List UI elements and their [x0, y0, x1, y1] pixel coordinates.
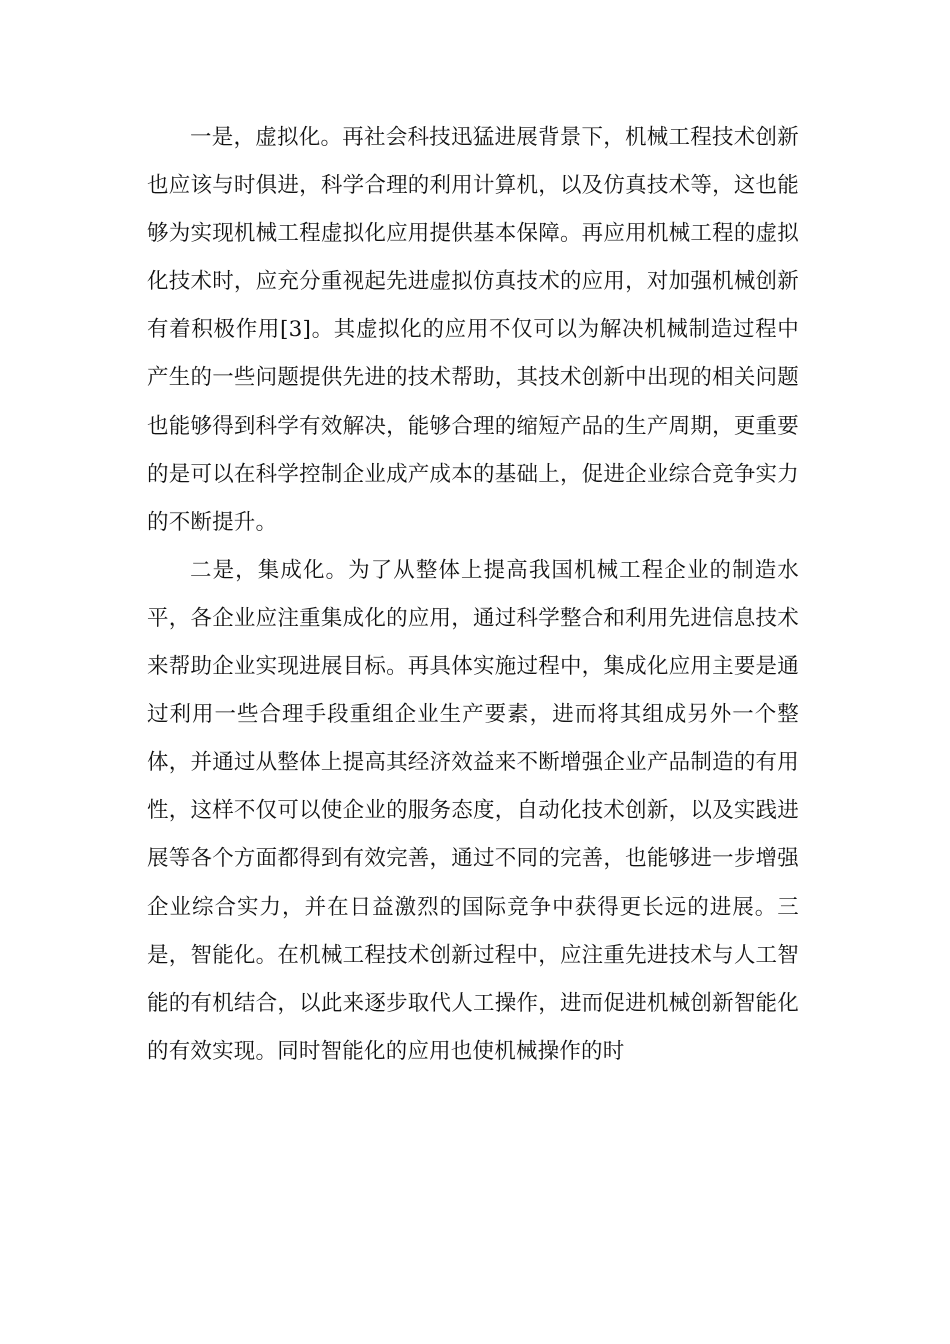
body-text	[147, 114, 799, 1076]
paragraph-integration: 二是，集成化。为了从整体上提高我国机械工程企业的制造水平，各企业应注重集成化的应用，通过科学整合和利用先进信息技术来帮助企业实现进展目标。再具体实施过程中，集成化应用主要是通过利用一些合理手段重组企业生产要素，进而将其组成另外一个整体，并通过从整体上提高其经济效益来不断增强企业产品制造的有用性，这样不仅可以使企业的服务态度，自动化技术创新，以及实践进展等各个方面都得到有效完善，通过不同的完善，也能够进一步增强企业综合实力，并在日益激烈的国际竞争中获得更长远的进展。三是，智能化。在机械工程技术创新过程中，应注重先进技术与人工智能的有机结合，以此来逐步取代人工操作，进而促进机械创新智能化的有效实现。同时智能化的应用也使机械操作的时	[147, 557, 799, 1064]
paragraph-virtualization: 一是，虚拟化。再社会科技迅猛进展背景下，机械工程技术创新也应该与时俱进，科学合理的利用计算机，以及仿真技术等，这也能够为实现机械工程虚拟化应用提供基本保障。再应用机械工程的虚拟化技术时，应充分重视起先进虚拟仿真技术的应用，对加强机械创新有着积极作用[3]。其虚拟化的应用不仅可以为解决机械制造过程中产生的一些问题提供先进的技术帮助，其技术创新中出现的相关问题也能够得到科学有效解决，能够合理的缩短产品的生产周期，更重要的是可以在科学控制企业成产成本的基础上，促进企业综合竞争实力的不断提升。	[147, 125, 799, 535]
